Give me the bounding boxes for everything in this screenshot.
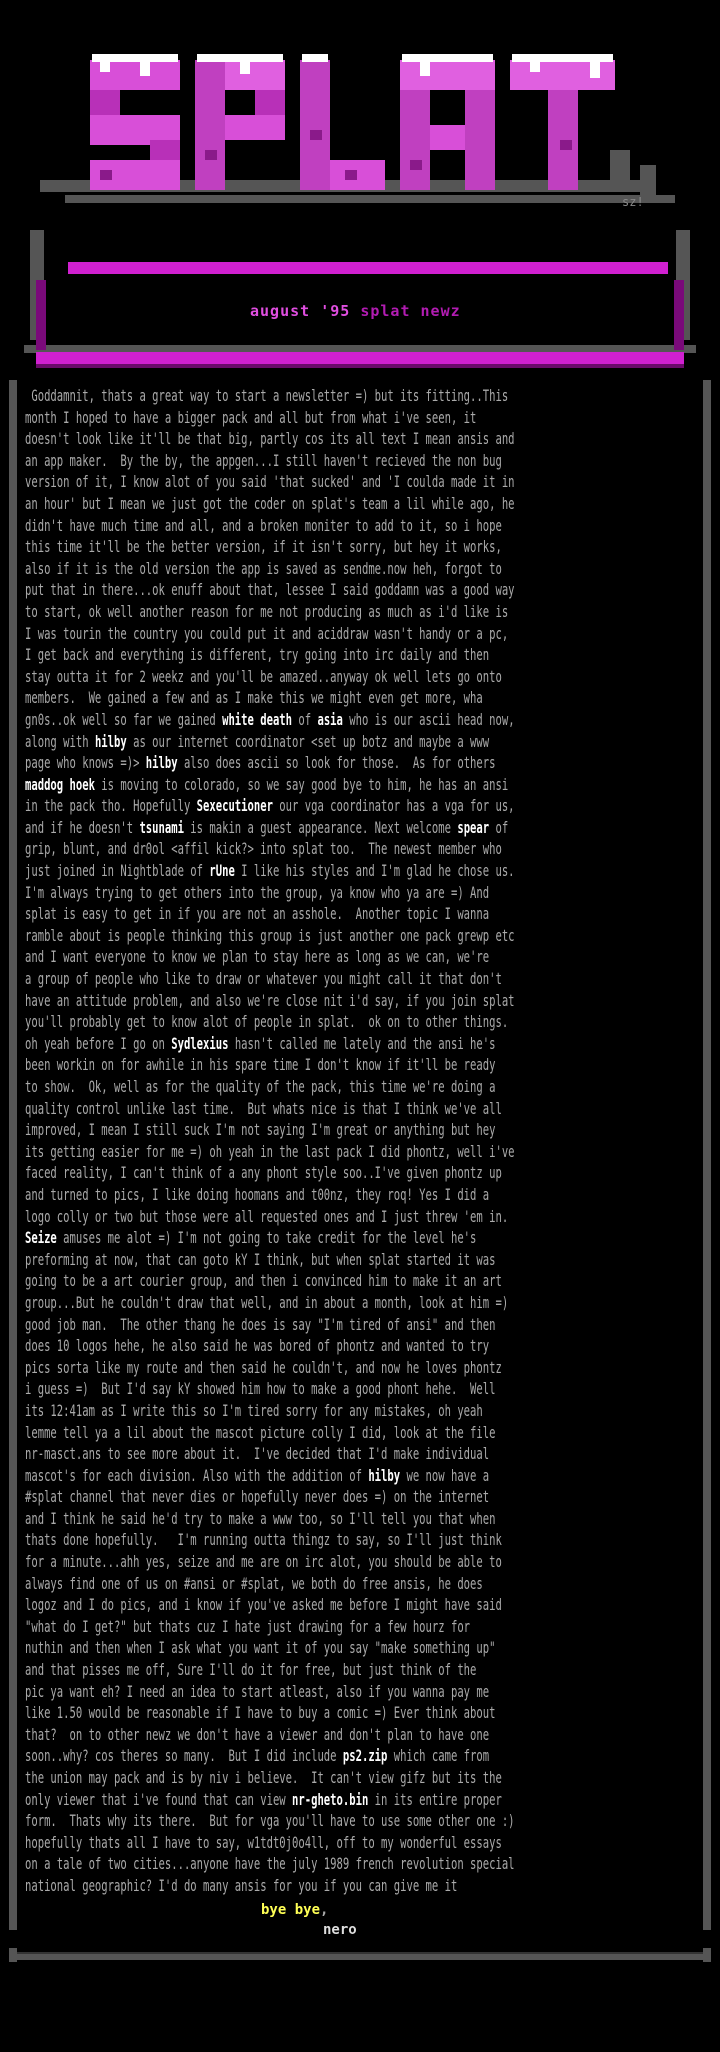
- issue-title: splat newz: [360, 302, 461, 320]
- article-line: national geographic? I'd do many ansis for you if you can give me it: [25, 1875, 458, 1895]
- article-line: doesn't look like it'll be that big, partly cos its all text I mean ansis and: [25, 429, 515, 449]
- artist-tag: sz!: [622, 195, 644, 209]
- article-line: in its entire proper: [368, 1789, 502, 1809]
- article-line: is makin a guest appearance. Next welcome: [183, 817, 458, 837]
- article-line: form. Thats why its there. But for vga you'll have to use some other one :): [25, 1811, 515, 1831]
- article-line: and turned to pics, I like doing hoomans and t00nz, they roq! Yes I did a: [25, 1184, 490, 1204]
- member-name-seize: Seize: [25, 1228, 57, 1248]
- article-line: splat is easy to get in if you are not an asshole. Another topic I wanna: [25, 904, 490, 924]
- article-line: the union may pack and is by niv i believe. It can't view gifz but its the: [25, 1768, 502, 1787]
- article-line: to start, ok well another reason for me not producing as much as i'd like is: [25, 601, 509, 621]
- logo-top-bar: [68, 262, 668, 274]
- issue-subtitle: [250, 302, 461, 320]
- issue-date: august '95: [250, 302, 361, 320]
- article-line: Goddamnit, thats a great way to start a newsletter =) but its fitting..This: [25, 386, 509, 405]
- article-line: its 12:41am as I write this so I'm tired sorry for any mistakes, oh yeah: [25, 1400, 483, 1420]
- article-line: an hour' but I mean we just got the coder on splat's team a lil while ago, he: [25, 493, 515, 513]
- article-line: and that pisses me off, Sure I'll do it for free, but just think of the: [25, 1660, 477, 1680]
- member-name-hilby: hilby: [145, 753, 178, 773]
- article-line: its getting easier for me =) oh yeah in the last pack I did phontz, well i've: [25, 1141, 515, 1161]
- article-line: month I hoped to have a bigger pack and all but from what i've seen, it: [25, 407, 477, 427]
- article-line: is moving to colorado, so we say good bye to him, he has an ansi: [94, 774, 509, 794]
- article-line: and I want everyone to know we plan to stay here as long as we can, we're: [25, 947, 490, 967]
- footer-divider: [9, 1948, 711, 1962]
- member-name-white-death: white death: [222, 709, 293, 729]
- article-line: that? on to other newz we don't have a viewer and don't plan to have one: [25, 1724, 490, 1744]
- signoff-bye: bye bye,: [261, 1902, 329, 1918]
- article-line: quality control unlike last time. But whats nice is that I think we've all: [25, 1098, 502, 1118]
- article-line: in the pack tho. Hopefully: [25, 796, 197, 816]
- article-line: and if he doesn't: [25, 817, 140, 837]
- article-line: always find one of us on #ansi or #splat, we both do free ansis, he does: [25, 1573, 483, 1593]
- member-name-maddog-hoek: maddog hoek: [25, 774, 95, 794]
- article-line: for a minute...ahh yes, seize and me are on irc alot, you should be able to: [25, 1552, 502, 1572]
- article-line: as our internet coordinator <set up botz and maybe a www: [126, 731, 490, 751]
- article-line: oh yeah before I go on: [25, 1033, 172, 1053]
- article-line: #splat channel that never dies or hopefully never does =) on the internet: [25, 1487, 490, 1507]
- article-line: logo colly or two but those were all requested ones and I just threw 'em in.: [25, 1206, 509, 1226]
- article-line: gn0s..ok well so far we gained: [25, 709, 223, 729]
- article-line: hasn't called me lately and the ansi he's: [228, 1033, 496, 1053]
- signoff-author: nero: [323, 1922, 357, 1938]
- article-line: put that in there...ok enuff about that, lessee I said goddamn was a good way: [25, 580, 515, 600]
- article-line: I get back and everything is different, try going into irc daily and then: [25, 645, 490, 665]
- article-line: who is our ascii head now,: [342, 709, 515, 729]
- article-line: an app maker. By the by, the appgen...I still haven't recieved the non bug: [25, 450, 502, 470]
- article-line: just joined in Nightblade of: [25, 861, 210, 881]
- file-name-nr-gheto: nr-gheto.bin: [292, 1789, 369, 1809]
- logo-frame-left: [36, 280, 46, 350]
- article-line: like 1.50 would be reasonable if I have to buy a comic =) Ever think about: [25, 1703, 496, 1723]
- article-line: lemme tell ya a lil about the mascot picture colly I did, look at the file: [25, 1422, 496, 1442]
- member-name-sydlexius: Sydlexius: [171, 1033, 229, 1053]
- article-line: only viewer that i've found that can view: [25, 1789, 293, 1809]
- article-line: mascot's for each division. Also with the addition of: [25, 1465, 369, 1485]
- article-line: a group of people who like to draw or whatever you might call it that don't: [25, 969, 502, 989]
- article-line: I'm always trying to get others into the group, ya know who ya are =) And: [25, 882, 490, 902]
- signoff-comma: ,: [320, 1902, 329, 1918]
- article-line: nr-masct.ans to see more about it. I've decided that I'd make individual: [25, 1444, 490, 1464]
- article-line: nuthin and then when I ask what you want it of you say "make something up": [25, 1638, 496, 1658]
- article-line: page who knows =)>: [25, 753, 146, 773]
- article-line: hopefully thats all I have to say, w1tdt0j0o4ll, off to my wonderful essays: [25, 1832, 502, 1852]
- article-line: pics sorta like my route and then said he couldn't, and now he loves phontz: [25, 1357, 502, 1377]
- member-name-spear: spear: [457, 817, 490, 837]
- article-line: improved, I mean I still suck I'm not saying I'm great or anything but hey: [25, 1120, 496, 1140]
- article-line: have an attitude problem, and also we're close nit i'd say, if you join splat: [25, 990, 515, 1010]
- article-line: also if it is the old version the app is saved as sendme.now heh, forgot to: [25, 558, 502, 578]
- article-line: version of it, I know alot of you said 'that sucked' and 'I coulda made it in: [25, 472, 515, 492]
- logo-bottom-bar: [36, 352, 684, 364]
- article-line: grip, blunt, and dr0ol <affil kick?> into splat too. The newest member who: [25, 839, 502, 859]
- article-line: ramble about is people thinking this group is just another one pack grewp etc: [25, 925, 515, 945]
- article-line: amuses me alot =) I'm not going to take credit for the level he's: [56, 1228, 477, 1248]
- article-line: pic ya want eh? I need an idea to start atleast, also if you wanna pay me: [25, 1681, 490, 1701]
- article-line: good job man. The other thang he does is say "I'm tired of ansi" and then: [25, 1314, 496, 1334]
- article-line: didn't have much time and all, and a broken moniter to add to it, so i hope: [25, 515, 502, 535]
- article-line: we now have a: [400, 1465, 490, 1485]
- article-line: been workin on for awhile in his spare time I don't know if it'll be ready: [25, 1055, 496, 1075]
- article-line: which came from: [387, 1746, 490, 1766]
- splat-logo: [0, 0, 720, 380]
- article-line: I was tourin the country you could put it and aciddraw wasn't handy or a pc,: [25, 623, 509, 643]
- member-name-hilby: hilby: [368, 1465, 401, 1485]
- article-line: you'll probably get to know alot of people in splat. ok on to other things.: [25, 1012, 509, 1032]
- article-line: on a tale of two cities...anyone have the july 1989 french revolution special: [25, 1854, 515, 1874]
- article-line: logoz and I do pics, and i know if you've asked me before I might have said: [25, 1595, 502, 1615]
- member-name-sexecutioner: Sexecutioner: [196, 796, 273, 816]
- article-line: stay outta it for 2 weekz and you'll be amazed..anyway ok well lets go onto: [25, 666, 502, 686]
- article-line: also does ascii so look for those. As for others: [177, 753, 496, 773]
- group-name-rune: rUne: [209, 861, 235, 881]
- member-name-tsunami: tsunami: [139, 817, 184, 837]
- article-line: does 10 logos hehe, he also said he was bored of phontz and wanted to try: [25, 1336, 490, 1356]
- logo-frame-right: [674, 280, 684, 350]
- article-line: of: [489, 817, 509, 837]
- file-name-ps2zip: ps2.zip: [342, 1746, 388, 1766]
- article-line: members. We gained a few and as I make this we might even get more, wha: [25, 688, 483, 708]
- article-line: of: [292, 709, 318, 729]
- article-line: to show. Ok, well as for the quality of the pack, this time we're doing a: [25, 1077, 496, 1096]
- article-line: faced reality, I can't think of a any phont style soo..I've given phontz up: [25, 1163, 502, 1183]
- article-line: our vga coordinator has a vga for us,: [272, 796, 515, 816]
- newsletter-body: [9, 380, 711, 1930]
- article-line: along with: [25, 731, 95, 751]
- article-line: soon..why? cos theres so many. But I did include: [25, 1746, 343, 1766]
- article-line: preforming at now, that can goto kY I think, but when splat started it was: [25, 1249, 496, 1269]
- article-line: i guess =) But I'd say kY showed him how to make a good phont hehe. Well: [25, 1379, 496, 1399]
- article-line: group...But he couldn't draw that well, and in about a month, look at him =): [25, 1292, 509, 1312]
- article-line: I like his styles and I'm glad he chose us.: [234, 861, 515, 881]
- article-line: going to be a art courier group, and then i convinced him to make it an art: [25, 1271, 502, 1291]
- article-line: this time it'll be the better version, if it isn't sorry, but hey it works,: [25, 537, 502, 557]
- article-line: and I think he said he'd try to make a www too, so I'll tell you that when: [25, 1508, 496, 1528]
- member-name-hilby: hilby: [94, 731, 127, 751]
- article-line: thats done hopefully. I'm running outta thingz to say, so I'll just think: [25, 1530, 502, 1550]
- article-line: "what do I get?" but thats cuz I hate just drawing for a few hourz for: [25, 1616, 471, 1636]
- group-name-asia: asia: [317, 709, 343, 729]
- article-text: [25, 385, 515, 1897]
